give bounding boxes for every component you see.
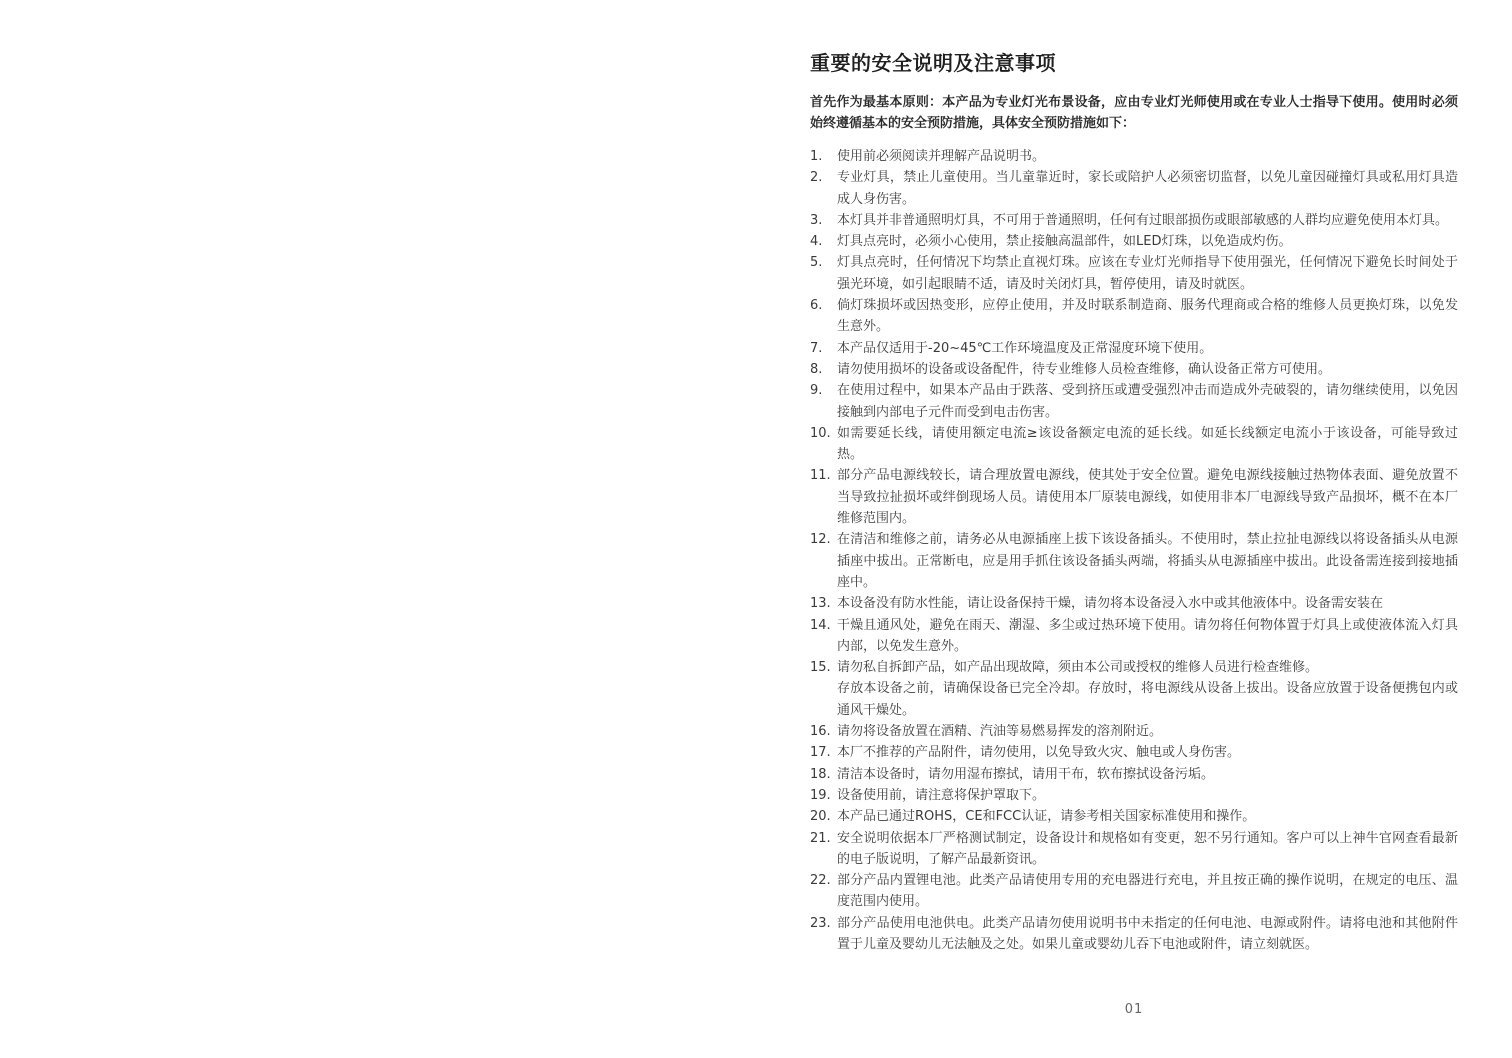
item-number: 7. — [810, 340, 823, 356]
list-item — [810, 657, 1458, 721]
list-item — [810, 806, 1458, 827]
item-number: 13. — [810, 596, 831, 612]
item-text: 部分产品使用电池供电。此类产品请勿使用说明书中未指定的任何电池、电源或附件。请将电池和其他附件置于儿童及婴幼儿无法触及之处。如果儿童或婴幼儿吞下电池或附件，请立刻就医。 — [837, 915, 1458, 952]
item-number: 2. — [810, 170, 823, 186]
item-text: 如需要延长线，请使用额定电流≥该设备额定电流的延长线。如延长线额定电流小于该设备，可能导致过热。 — [837, 425, 1458, 463]
item-number: 16. — [810, 724, 831, 740]
item-number: 18. — [810, 766, 831, 782]
item-number: 12. — [810, 532, 831, 548]
item-number: 21. — [810, 830, 831, 846]
list-item — [810, 615, 1458, 658]
list-item — [810, 721, 1458, 742]
list-item — [810, 210, 1458, 231]
list-item — [810, 146, 1458, 167]
item-text: 在清洁和维修之前，请务必从电源插座上拔下该设备插头。不使用时，禁止拉扯电源线以将设备插头从电源插座中拔出。正常断电，应是用手抓住该设备插头两端，将插头从电源插座中拔出。此设备需连接到接地插座中。 — [837, 532, 1458, 590]
item-number: 22. — [810, 873, 831, 889]
item-text: 本产品已通过ROHS，CE和FCC认证，请参考相关国家标准使用和操作。 — [837, 809, 1256, 825]
item-number: 19. — [810, 787, 831, 803]
item-number: 10. — [810, 425, 831, 441]
item-number: 11. — [810, 468, 831, 484]
item-number: 14. — [810, 617, 831, 633]
item-text: 安全说明依据本厂严格测试制定，设备设计和规格如有变更，恕不另行通知。客户可以上神牛官网查看最新的电子版说明，了解产品最新资讯。 — [837, 830, 1458, 867]
list-item — [810, 529, 1458, 593]
item-text-main: 请勿私自拆卸产品，如产品出现故障，须由本公司或授权的维修人员进行检查维修。 — [837, 660, 1319, 676]
list-item — [810, 359, 1458, 380]
list-item — [810, 252, 1458, 295]
item-text: 干燥且通风处，避免在雨天、潮湿、多尘或过热环境下使用。请勿将任何物体置于灯具上或使液体流入灯具内部，以免发生意外。 — [837, 617, 1458, 654]
item-text: 请勿使用损坏的设备或设备配件，待专业维修人员检查维修，确认设备正常方可使用。 — [837, 361, 1332, 377]
list-item — [810, 913, 1458, 956]
item-text — [837, 657, 1458, 721]
safety-list — [810, 146, 1458, 955]
list-item — [810, 465, 1458, 529]
item-number: 3. — [810, 212, 823, 228]
item-text: 灯具点亮时，任何情况下均禁止直视灯珠。应该在专业灯光师指导下使用强光，任何情况下避免长时间处于强光环境，如引起眼睛不适，请及时关闭灯具，暂停使用，请及时就医。 — [837, 255, 1458, 292]
list-item — [810, 593, 1458, 614]
list-item — [810, 231, 1458, 252]
item-number: 15. — [810, 660, 831, 676]
list-item — [810, 785, 1458, 806]
item-number: 8. — [810, 361, 823, 377]
item-number: 17. — [810, 745, 831, 761]
item-text: 本设备没有防水性能，请让设备保持干燥，请勿将本设备浸入水中或其他液体中。设备需安装在 — [837, 596, 1384, 612]
list-item — [810, 167, 1458, 210]
item-text: 部分产品内置锂电池。此类产品请使用专用的充电器进行充电，并且按正确的操作说明，在规定的电压、温度范围内使用。 — [837, 873, 1458, 910]
list-item — [810, 742, 1458, 763]
list-item — [810, 338, 1458, 359]
item-text: 本灯具并非普通照明灯具，不可用于普通照明，任何有过眼部损伤或眼部敏感的人群均应避免使用本灯具。 — [837, 212, 1449, 228]
item-number: 5. — [810, 255, 823, 271]
item-text: 部分产品电源线较长，请合理放置电源线，使其处于安全位置。避免电源线接触过热物体表面、避免放置不当导致拉扯损坏或绊倒现场人员。请使用本厂原装电源线，如使用非本厂电源线导致产品损坏，概不在本厂维修范围内。 — [837, 468, 1458, 527]
list-item — [810, 295, 1458, 338]
item-text: 专业灯具，禁止儿童使用。当儿童靠近时，家长或陪护人必须密切监督，以免儿童因碰撞灯具或私用灯具造成人身伤害。 — [837, 170, 1458, 207]
item-text: 清洁本设备时，请勿用湿布擦拭，请用干布，软布擦拭设备污垢。 — [837, 766, 1215, 782]
list-item — [810, 870, 1458, 913]
item-number: 20. — [810, 809, 831, 825]
list-item — [810, 828, 1458, 871]
safety-content — [810, 48, 1458, 955]
item-text: 灯具点亮时，必须小心使用，禁止接触高温部件，如LED灯珠，以免造成灼伤。 — [837, 234, 1292, 250]
item-text-extra: 存放本设备之前，请确保设备已完全冷却。存放时，将电源线从设备上拔出。设备应放置于设备便携包内或通风干燥处。 — [837, 681, 1458, 718]
item-number: 9. — [810, 383, 823, 399]
right-page — [756, 0, 1512, 1058]
item-text: 设备使用前，请注意将保护罩取下。 — [837, 787, 1046, 803]
item-text: 在使用过程中，如果本产品由于跌落、受到挤压或遭受强烈冲击而造成外壳破裂的，请勿继续使用，以免因接触到内部电子元件而受到电击伤害。 — [837, 383, 1458, 420]
item-text: 本厂不推荐的产品附件，请勿使用，以免导致火灾、触电或人身伤害。 — [837, 745, 1241, 761]
list-item — [810, 380, 1458, 423]
item-text: 倘灯珠损坏或因热变形，应停止使用，并及时联系制造商、服务代理商或合格的维修人员更换灯珠，以免发生意外。 — [837, 298, 1458, 335]
list-item — [810, 764, 1458, 785]
item-number: 4. — [810, 234, 823, 250]
intro-paragraph: 首先作为最基本原则：本产品为专业灯光布景设备，应由专业灯光师使用或在专业人士指导下使用。使用时必须始终遵循基本的安全预防措施，具体安全预防措施如下： — [810, 95, 1458, 131]
page-number: 01 — [1124, 1002, 1144, 1017]
list-item — [810, 423, 1458, 466]
item-number: 23. — [810, 915, 831, 931]
page-title: 重要的安全说明及注意事项 — [810, 51, 1056, 75]
item-text: 本产品仅适用于-20~45℃工作环境温度及正常湿度环境下使用。 — [837, 340, 1213, 356]
item-number: 1. — [810, 149, 823, 164]
item-text: 请勿将设备放置在酒精、汽油等易燃易挥发的溶剂附近。 — [837, 724, 1163, 740]
item-text: 使用前必须阅读并理解产品说明书。 — [837, 149, 1046, 164]
item-number: 6. — [810, 298, 823, 314]
